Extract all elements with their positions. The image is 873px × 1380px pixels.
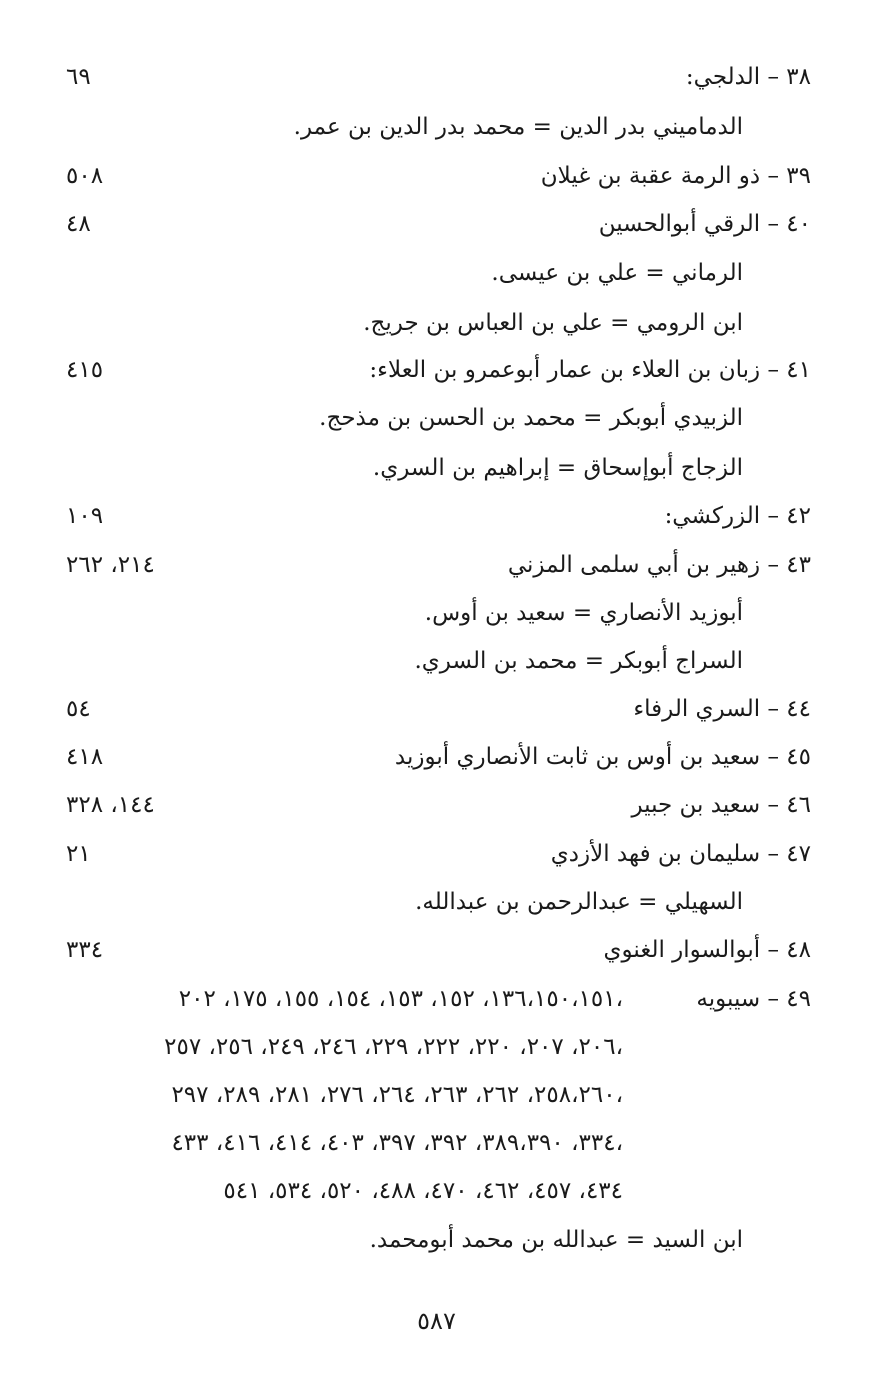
index-entry-41-pages: ٤١٥: [66, 357, 104, 383]
index-entry-49: ٤٩ – سيبويه: [696, 986, 811, 1012]
index-entry-43-pages: ٢١٤، ٢٦٢: [66, 552, 155, 578]
cross-reference-damamini: الدماميني بدر الدين = محمد بدر الدين بن عمر.: [293, 114, 743, 140]
index-entry-42-pages: ١٠٩: [66, 503, 104, 529]
cross-reference-zubaydi: الزبيدي أبوبكر = محمد بن الحسن بن مذحج.: [319, 405, 743, 431]
index-entry-47: ٤٧ – سليمان بن فهد الأزدي: [550, 841, 811, 867]
index-entry-43: ٤٣ – زهير بن أبي سلمى المزني: [507, 552, 811, 578]
index-entry-41: ٤١ – زبان بن العلاء بن عمار أبوعمرو بن العلاء:: [369, 357, 811, 383]
index-entry-39: ٣٩ – ذو الرمة عقبة بن غيلان: [540, 163, 811, 189]
sibawayh-pages-line-2: ٢٠٦، ٢٠٧، ٢٢٠، ٢٢٢، ٢٢٩، ٢٤٦، ٢٤٩، ٢٥٦، ٢٥٧،: [164, 1034, 623, 1060]
index-entry-45: ٤٥ – سعيد بن أوس بن ثابت الأنصاري أبوزيد: [394, 744, 811, 770]
index-entry-47-pages: ٢١: [66, 841, 91, 867]
index-entry-42: ٤٢ – الزركشي:: [664, 503, 811, 529]
index-entry-48: ٤٨ – أبوالسوار الغنوي: [603, 937, 811, 963]
cross-reference-rummani: الرماني = علي بن عيسى.: [491, 260, 743, 286]
index-entry-40: ٤٠ – الرقي أبوالحسين: [598, 211, 811, 237]
index-entry-44-pages: ٥٤: [66, 696, 91, 722]
index-entry-44: ٤٤ – السري الرفاء: [633, 696, 811, 722]
index-entry-40-pages: ٤٨: [66, 211, 91, 237]
index-entry-38-pages: ٦٩: [66, 64, 91, 90]
index-entry-46-pages: ١٤٤، ٣٢٨: [66, 792, 155, 818]
sibawayh-pages-line-5: ٤٣٤، ٤٥٧، ٤٦٢، ٤٧٠، ٤٨٨، ٥٢٠، ٥٣٤، ٥٤١: [223, 1178, 623, 1204]
index-entry-48-pages: ٣٣٤: [66, 937, 104, 963]
index-entry-39-pages: ٥٠٨: [66, 163, 104, 189]
sibawayh-pages-line-1: ١٣٦،١٥٠،١٥١، ١٥٢، ١٥٣، ١٥٤، ١٥٥، ١٧٥، ٢٠٢،: [178, 986, 623, 1012]
cross-reference-ibn-al-sayyid: ابن السيد = عبدالله بن محمد أبومحمد.: [369, 1227, 743, 1253]
index-entry-45-pages: ٤١٨: [66, 744, 104, 770]
index-entry-46: ٤٦ – سعيد بن جبير: [631, 792, 811, 818]
sibawayh-pages-line-4: ٣٣٤، ٣٨٩،٣٩٠، ٣٩٢، ٣٩٧، ٤٠٣، ٤١٤، ٤١٦، ٤٣٣،: [171, 1130, 623, 1156]
cross-reference-ibn-al-rumi: ابن الرومي = علي بن العباس بن جريج.: [363, 310, 743, 336]
cross-reference-abu-zayd: أبوزيد الأنصاري = سعيد بن أوس.: [424, 600, 743, 626]
cross-reference-zajjaj: الزجاج أبوإسحاق = إبراهيم بن السري.: [372, 455, 743, 481]
page-number: ٥٨٧: [417, 1307, 456, 1335]
index-entry-38: ٣٨ – الدلجي:: [685, 64, 811, 90]
sibawayh-pages-line-3: ٢٥٨،٢٦٠، ٢٦٢، ٢٦٣، ٢٦٤، ٢٧٦، ٢٨١، ٢٨٩، ٢٩٧،: [171, 1082, 623, 1108]
cross-reference-sarraj: السراج أبوبكر = محمد بن السري.: [414, 648, 743, 674]
cross-reference-suhayli: السهيلي = عبدالرحمن بن عبدالله.: [415, 889, 743, 915]
